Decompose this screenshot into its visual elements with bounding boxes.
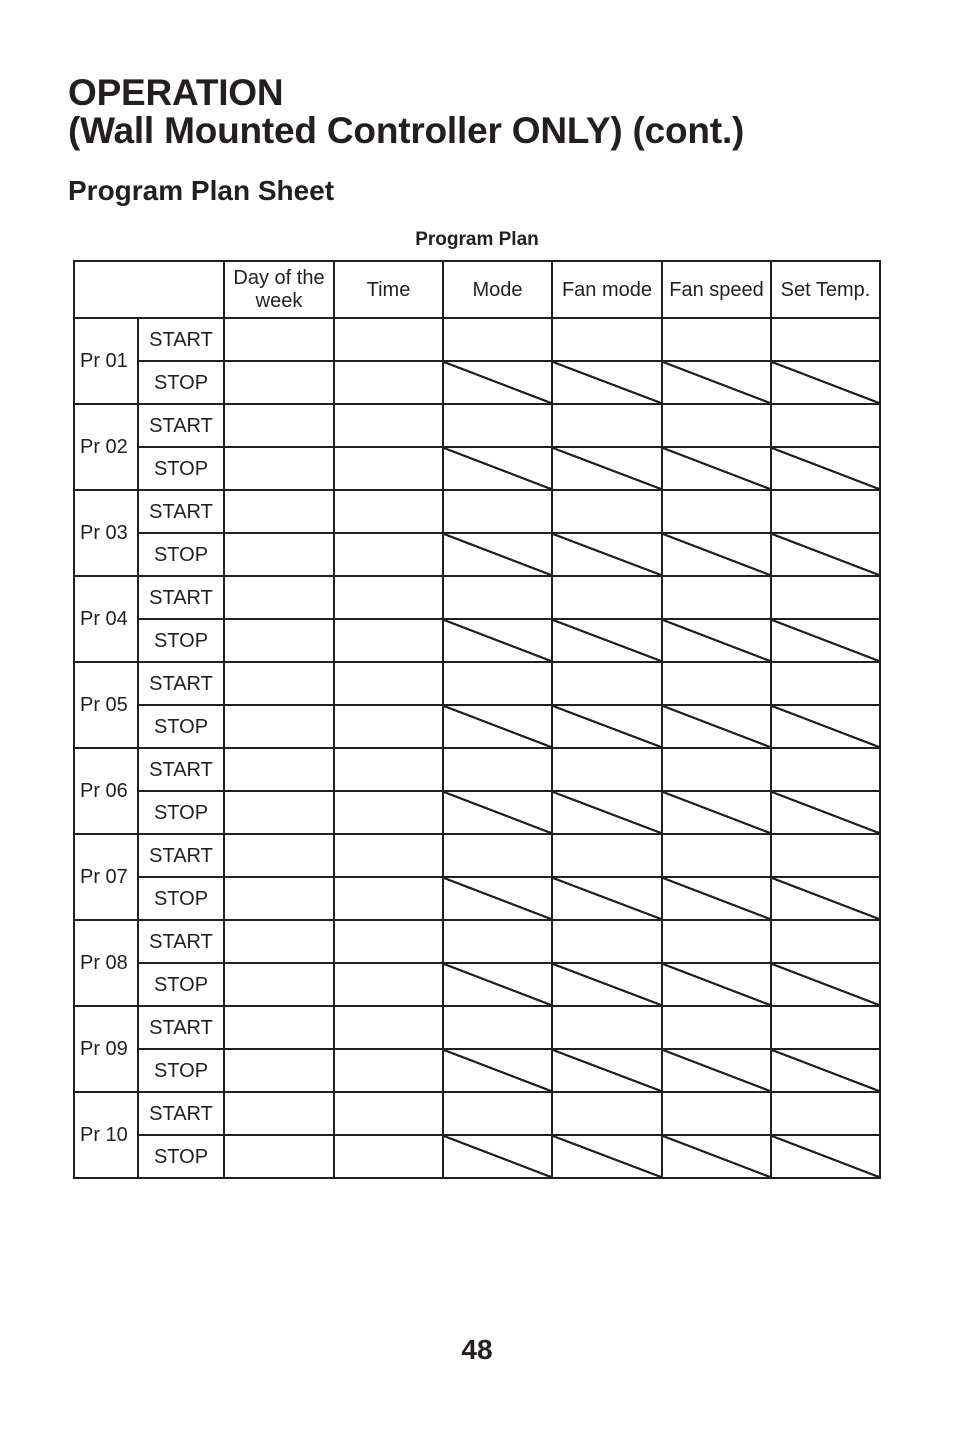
start-fan-speed-cell: [662, 920, 771, 963]
stop-set-temp-cell-crossed: [771, 533, 880, 576]
start-mode-cell: [443, 404, 552, 447]
stop-set-temp-cell-crossed: [771, 877, 880, 920]
table-body: [74, 318, 880, 1178]
start-time-cell: [334, 662, 443, 705]
stop-fan-mode-cell-crossed: [552, 447, 662, 490]
start-fan-mode-cell: [552, 1006, 662, 1049]
start-time-cell: [334, 834, 443, 877]
start-mode-cell: [443, 1006, 552, 1049]
start-label: START: [138, 404, 224, 447]
page-number: 48: [461, 1334, 493, 1365]
start-set-temp-cell: [771, 576, 880, 619]
table-row: [74, 1006, 880, 1049]
table-row: [74, 619, 880, 662]
table-row: [74, 1092, 880, 1135]
start-label: START: [138, 1006, 224, 1049]
start-day-cell: [224, 920, 334, 963]
start-label: START: [138, 490, 224, 533]
stop-fan-mode-cell-crossed: [552, 361, 662, 404]
start-mode-cell: [443, 748, 552, 791]
program-label: Pr 01: [74, 318, 138, 404]
stop-day-cell: [224, 1049, 334, 1092]
program-label: Pr 08: [74, 920, 138, 1006]
program-label: Pr 07: [74, 834, 138, 920]
start-set-temp-cell: [771, 404, 880, 447]
stop-fan-speed-cell-crossed: [662, 963, 771, 1006]
stop-time-cell: [334, 1135, 443, 1178]
stop-time-cell: [334, 533, 443, 576]
page-title-line-1: OPERATION: [68, 72, 284, 113]
stop-time-cell: [334, 447, 443, 490]
stop-set-temp-cell-crossed: [771, 963, 880, 1006]
stop-day-cell: [224, 963, 334, 1006]
program-label: Pr 05: [74, 662, 138, 748]
column-header-fan-mode: Fan mode: [552, 261, 662, 318]
stop-fan-mode-cell-crossed: [552, 705, 662, 748]
start-label: START: [138, 576, 224, 619]
table-row: [74, 447, 880, 490]
stop-fan-speed-cell-crossed: [662, 1135, 771, 1178]
start-label: START: [138, 834, 224, 877]
column-header-mode: Mode: [443, 261, 552, 318]
stop-fan-speed-cell-crossed: [662, 1049, 771, 1092]
column-header-fan-speed: Fan speed: [662, 261, 771, 318]
start-time-cell: [334, 576, 443, 619]
start-label: START: [138, 1092, 224, 1135]
start-fan-speed-cell: [662, 1092, 771, 1135]
start-set-temp-cell: [771, 834, 880, 877]
start-set-temp-cell: [771, 1092, 880, 1135]
stop-fan-mode-cell-crossed: [552, 1049, 662, 1092]
start-fan-speed-cell: [662, 318, 771, 361]
start-fan-speed-cell: [662, 576, 771, 619]
stop-mode-cell-crossed: [443, 447, 552, 490]
section-subtitle: Program Plan Sheet: [68, 175, 335, 206]
stop-day-cell: [224, 533, 334, 576]
stop-label: STOP: [138, 963, 224, 1006]
table-row: [74, 576, 880, 619]
stop-label: STOP: [138, 447, 224, 490]
table-caption: Program Plan: [415, 229, 539, 250]
start-fan-speed-cell: [662, 404, 771, 447]
column-header-time: Time: [334, 261, 443, 318]
start-mode-cell: [443, 662, 552, 705]
stop-label: STOP: [138, 705, 224, 748]
program-label: Pr 10: [74, 1092, 138, 1178]
stop-fan-mode-cell-crossed: [552, 963, 662, 1006]
stop-mode-cell-crossed: [443, 877, 552, 920]
start-fan-mode-cell: [552, 318, 662, 361]
table-row: [74, 533, 880, 576]
table-row: [74, 791, 880, 834]
stop-time-cell: [334, 1049, 443, 1092]
start-fan-mode-cell: [552, 490, 662, 533]
program-label: Pr 04: [74, 576, 138, 662]
table-row: [74, 920, 880, 963]
stop-time-cell: [334, 877, 443, 920]
start-fan-speed-cell: [662, 1006, 771, 1049]
start-day-cell: [224, 318, 334, 361]
start-set-temp-cell: [771, 1006, 880, 1049]
start-day-cell: [224, 1092, 334, 1135]
stop-fan-mode-cell-crossed: [552, 1135, 662, 1178]
start-fan-speed-cell: [662, 490, 771, 533]
table-row: [74, 1135, 880, 1178]
page-title-line-2: (Wall Mounted Controller ONLY) (cont.): [68, 110, 745, 151]
stop-set-temp-cell-crossed: [771, 791, 880, 834]
stop-set-temp-cell-crossed: [771, 447, 880, 490]
table-row: [74, 490, 880, 533]
stop-fan-mode-cell-crossed: [552, 877, 662, 920]
start-label: START: [138, 662, 224, 705]
program-plan-table: [73, 260, 881, 1179]
start-label: START: [138, 920, 224, 963]
stop-time-cell: [334, 963, 443, 1006]
stop-mode-cell-crossed: [443, 791, 552, 834]
program-label: Pr 09: [74, 1006, 138, 1092]
stop-label: STOP: [138, 361, 224, 404]
start-set-temp-cell: [771, 490, 880, 533]
stop-day-cell: [224, 791, 334, 834]
page-title: [68, 74, 744, 150]
stop-day-cell: [224, 705, 334, 748]
stop-set-temp-cell-crossed: [771, 705, 880, 748]
stop-label: STOP: [138, 791, 224, 834]
table-row: [74, 361, 880, 404]
start-set-temp-cell: [771, 748, 880, 791]
stop-day-cell: [224, 877, 334, 920]
stop-mode-cell-crossed: [443, 1049, 552, 1092]
stop-time-cell: [334, 791, 443, 834]
start-set-temp-cell: [771, 318, 880, 361]
column-header-day-of-week: Day of the week: [224, 261, 334, 318]
header-empty-cell: [74, 261, 224, 318]
table-row: [74, 318, 880, 361]
stop-set-temp-cell-crossed: [771, 1049, 880, 1092]
stop-day-cell: [224, 361, 334, 404]
start-fan-mode-cell: [552, 662, 662, 705]
table-row: [74, 877, 880, 920]
start-day-cell: [224, 404, 334, 447]
start-fan-mode-cell: [552, 748, 662, 791]
stop-time-cell: [334, 361, 443, 404]
program-label: Pr 06: [74, 748, 138, 834]
stop-mode-cell-crossed: [443, 705, 552, 748]
start-day-cell: [224, 662, 334, 705]
start-day-cell: [224, 490, 334, 533]
start-label: START: [138, 318, 224, 361]
stop-fan-speed-cell-crossed: [662, 877, 771, 920]
start-mode-cell: [443, 318, 552, 361]
stop-fan-mode-cell-crossed: [552, 533, 662, 576]
stop-mode-cell-crossed: [443, 963, 552, 1006]
start-mode-cell: [443, 1092, 552, 1135]
table-row: [74, 705, 880, 748]
start-time-cell: [334, 920, 443, 963]
stop-time-cell: [334, 619, 443, 662]
start-time-cell: [334, 404, 443, 447]
start-fan-mode-cell: [552, 834, 662, 877]
start-day-cell: [224, 748, 334, 791]
stop-fan-speed-cell-crossed: [662, 447, 771, 490]
column-header-set-temp: Set Temp.: [771, 261, 880, 318]
start-fan-mode-cell: [552, 404, 662, 447]
stop-set-temp-cell-crossed: [771, 619, 880, 662]
table-row: [74, 748, 880, 791]
start-fan-mode-cell: [552, 920, 662, 963]
start-time-cell: [334, 1006, 443, 1049]
start-day-cell: [224, 1006, 334, 1049]
table-header-row: [74, 261, 880, 318]
stop-fan-speed-cell-crossed: [662, 361, 771, 404]
table-row: [74, 1049, 880, 1092]
stop-mode-cell-crossed: [443, 533, 552, 576]
program-label: Pr 03: [74, 490, 138, 576]
table-row: [74, 662, 880, 705]
start-time-cell: [334, 318, 443, 361]
stop-mode-cell-crossed: [443, 619, 552, 662]
stop-label: STOP: [138, 533, 224, 576]
stop-mode-cell-crossed: [443, 1135, 552, 1178]
table-row: [74, 963, 880, 1006]
start-mode-cell: [443, 920, 552, 963]
stop-fan-speed-cell-crossed: [662, 533, 771, 576]
start-time-cell: [334, 1092, 443, 1135]
table-row: [74, 404, 880, 447]
start-fan-mode-cell: [552, 1092, 662, 1135]
start-mode-cell: [443, 834, 552, 877]
stop-fan-mode-cell-crossed: [552, 791, 662, 834]
start-time-cell: [334, 490, 443, 533]
stop-fan-mode-cell-crossed: [552, 619, 662, 662]
start-set-temp-cell: [771, 920, 880, 963]
program-label: Pr 02: [74, 404, 138, 490]
stop-fan-speed-cell-crossed: [662, 619, 771, 662]
start-label: START: [138, 748, 224, 791]
stop-label: STOP: [138, 1049, 224, 1092]
stop-day-cell: [224, 1135, 334, 1178]
table-row: [74, 834, 880, 877]
stop-day-cell: [224, 447, 334, 490]
start-fan-mode-cell: [552, 576, 662, 619]
stop-time-cell: [334, 705, 443, 748]
start-fan-speed-cell: [662, 662, 771, 705]
stop-set-temp-cell-crossed: [771, 361, 880, 404]
stop-label: STOP: [138, 619, 224, 662]
stop-label: STOP: [138, 1135, 224, 1178]
stop-fan-speed-cell-crossed: [662, 791, 771, 834]
start-day-cell: [224, 834, 334, 877]
start-day-cell: [224, 576, 334, 619]
stop-day-cell: [224, 619, 334, 662]
stop-mode-cell-crossed: [443, 361, 552, 404]
start-mode-cell: [443, 576, 552, 619]
stop-set-temp-cell-crossed: [771, 1135, 880, 1178]
start-fan-speed-cell: [662, 748, 771, 791]
stop-label: STOP: [138, 877, 224, 920]
start-time-cell: [334, 748, 443, 791]
start-mode-cell: [443, 490, 552, 533]
stop-fan-speed-cell-crossed: [662, 705, 771, 748]
start-fan-speed-cell: [662, 834, 771, 877]
start-set-temp-cell: [771, 662, 880, 705]
